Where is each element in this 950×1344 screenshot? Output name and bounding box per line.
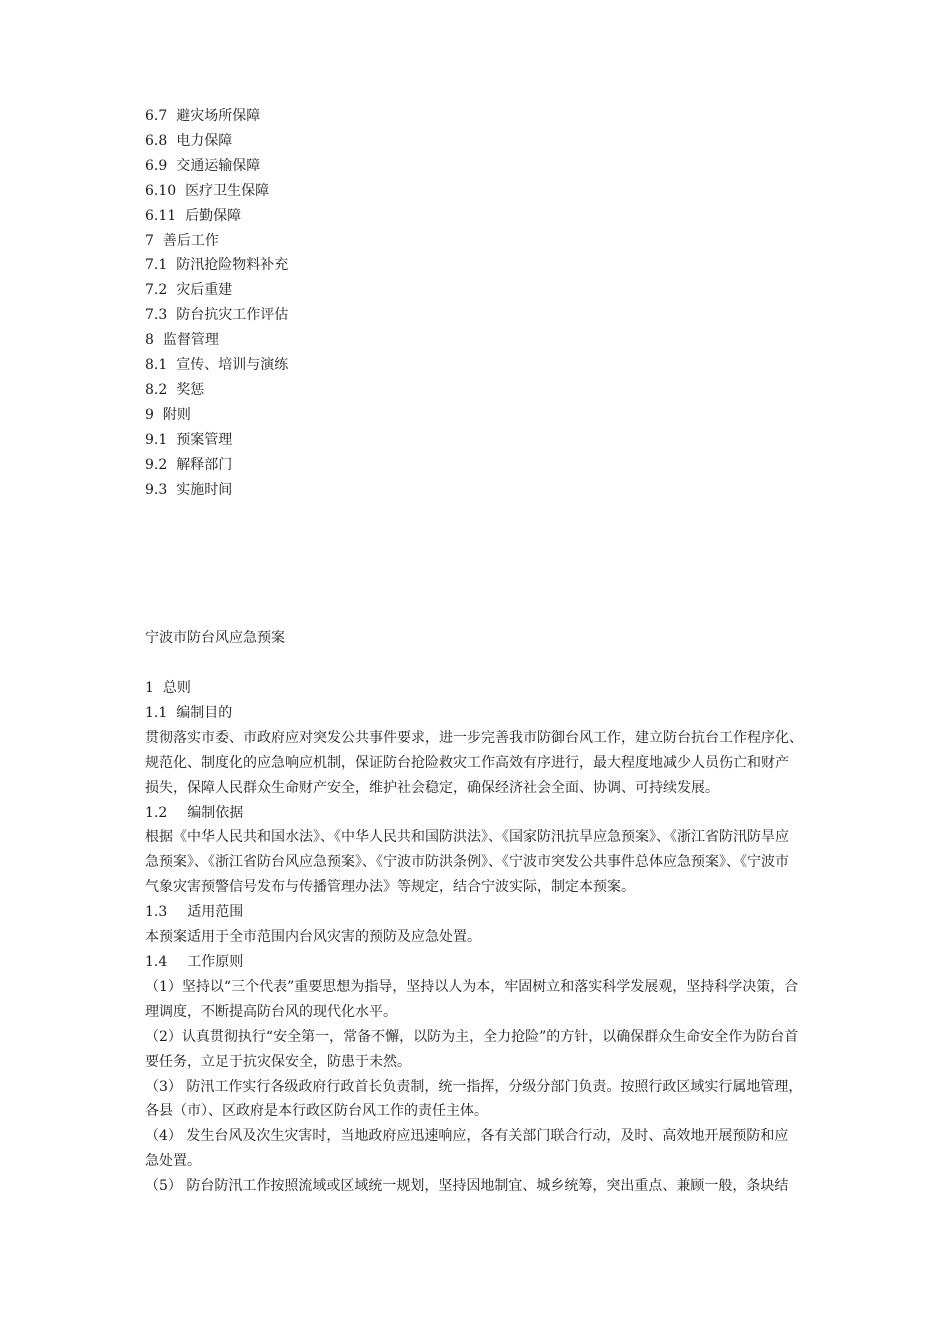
toc-item [145,129,645,154]
toc-item-number: 7 [145,232,154,249]
toc-item-number: 9 [145,406,154,423]
toc-item [145,253,645,278]
paragraph-line: （2）认真贯彻执行“安全第一，常备不懈，以防为主，全力抢险”的方针，以确保群众生命安全作为防台首 [145,1028,799,1045]
paragraph-line: （3） 防汛工作实行各级政府行政首长负责制，统一指挥，分级分部门负责。按照行政区域实行属地管理， [145,1078,803,1095]
toc-item-number: 9.1 [145,431,168,448]
toc-item [145,104,645,129]
paragraph-line: 根据《中华人民共和国水法》、《中华人民共和国防洪法》、《国家防汛抗旱应急预案》、《浙江省防汛防旱应 [145,829,789,846]
toc-item-title: 附则 [162,406,191,423]
paragraph-line: 损失，保障人民群众生命财产安全，维护社会稳定，确保经济社会全面、协调、可持续发展。 [145,779,719,796]
toc-item-title: 后勤保障 [185,207,242,224]
document-title: 宁波市防台风应急预案 [145,630,285,646]
toc-item-title: 防台抗灾工作评估 [176,307,289,324]
paragraph-line: 急预案》、《浙江省防台风应急预案》、《宁波市防洪条例》、《宁波市突发公共事件总体应急预案》、《宁波市 [145,854,789,871]
toc-item [145,353,645,378]
paragraph-line: 本预案适用于全市范围内台风灾害的预防及应急处置。 [145,929,481,946]
toc-item-number: 6.9 [145,157,168,174]
section-number: 1.1 [145,704,168,721]
toc-item [145,204,645,229]
toc-item [145,428,645,453]
section-heading-1-2 [145,801,815,826]
paragraph-line: （5） 防台防汛工作按照流域或区域统一规划，坚持因地制宜、城乡统筹，突出重点、兼顾一般，条块结 [145,1178,789,1195]
paragraph-line: 急处置。 [145,1153,201,1170]
paragraph-purpose [145,726,815,801]
paragraph-line: 各县（市）、区政府是本行政区防台风工作的责任主体。 [145,1103,488,1120]
toc-item-number: 7.1 [145,257,168,274]
toc-item-number: 8.1 [145,357,168,374]
toc-item-number: 6.11 [145,207,177,224]
toc-item-number: 6.10 [145,182,177,199]
toc-item [145,278,645,303]
toc-item-title: 实施时间 [176,481,233,498]
paragraph-line: 理调度，不断提高防台风的现代化水平。 [145,1003,397,1020]
toc-item-title: 防汛抢险物料补充 [176,257,289,274]
section-number: 1 [145,680,154,696]
toc-item-number: 9.2 [145,456,168,473]
toc-item-number: 7.2 [145,282,168,299]
toc-item-title: 电力保障 [176,132,233,149]
toc-item-number: 8 [145,332,154,349]
toc-item-title: 灾后重建 [176,282,233,299]
toc-item-title: 宣传、培训与演练 [176,357,289,374]
toc-item-number: 8.2 [145,381,168,398]
section-heading-1-4 [145,950,815,975]
paragraph-line: （4） 发生台风及次生灾害时，当地政府应迅速响应，各有关部门联合行动，及时、高效地开展预防和应 [145,1128,789,1145]
toc-item-title: 交通运输保障 [176,157,261,174]
toc-item-title: 医疗卫生保障 [185,182,270,199]
toc-item [145,229,645,254]
paragraph-scope [145,925,815,950]
toc-item [145,453,645,478]
toc-item-title: 预案管理 [176,431,233,448]
paragraph-principles [145,975,815,1199]
paragraph-line: 规范化、制度化的应急响应机制，保证防台抢险救灾工作高效有序进行，最大程度地减少人员伤亡和财产 [145,754,789,771]
toc-item [145,478,645,503]
section-heading-1 [145,676,815,701]
toc-item [145,303,645,328]
paragraph-line: 要任务，立足于抗灾保安全，防患于未然。 [145,1053,411,1070]
toc-item-number: 6.8 [145,132,168,149]
paragraph-line: 贯彻落实市委、市政府应对突发公共事件要求，进一步完善我市防御台风工作，建立防台抗台工作程序化、 [145,729,803,746]
section-heading-1-1 [145,701,815,726]
document-body [145,676,815,1199]
section-number: 1.2 [145,804,168,821]
toc-item [145,403,645,428]
toc-item-title: 监督管理 [162,332,219,349]
toc-item [145,378,645,403]
toc-item [145,179,645,204]
toc-item-title: 解释部门 [176,456,233,473]
toc-item-title: 避灾场所保障 [176,108,261,124]
section-title: 编制依据 [187,804,244,821]
toc-item-title: 善后工作 [162,232,219,249]
section-number: 1.3 [145,904,168,921]
section-title: 编制目的 [176,704,233,721]
paragraph-basis [145,825,815,900]
paragraph-line: （1）坚持以“三个代表”重要思想为指导，坚持以人为本，牢固树立和落实科学发展观，坚持科学决策，合 [145,978,799,995]
toc-item [145,328,645,353]
table-of-contents [145,104,645,503]
section-title: 适用范围 [187,904,244,921]
section-title: 工作原则 [187,953,244,970]
section-number: 1.4 [145,953,168,970]
toc-item-number: 6.7 [145,108,168,124]
toc-item-number: 9.3 [145,481,168,498]
section-heading-1-3 [145,900,815,925]
toc-item-number: 7.3 [145,307,168,324]
toc-item [145,154,645,179]
paragraph-line: 气象灾害预警信号发布与传播管理办法》等规定，结合宁波实际，制定本预案。 [145,879,635,896]
toc-item-title: 奖惩 [176,381,205,398]
section-title: 总则 [162,680,191,696]
